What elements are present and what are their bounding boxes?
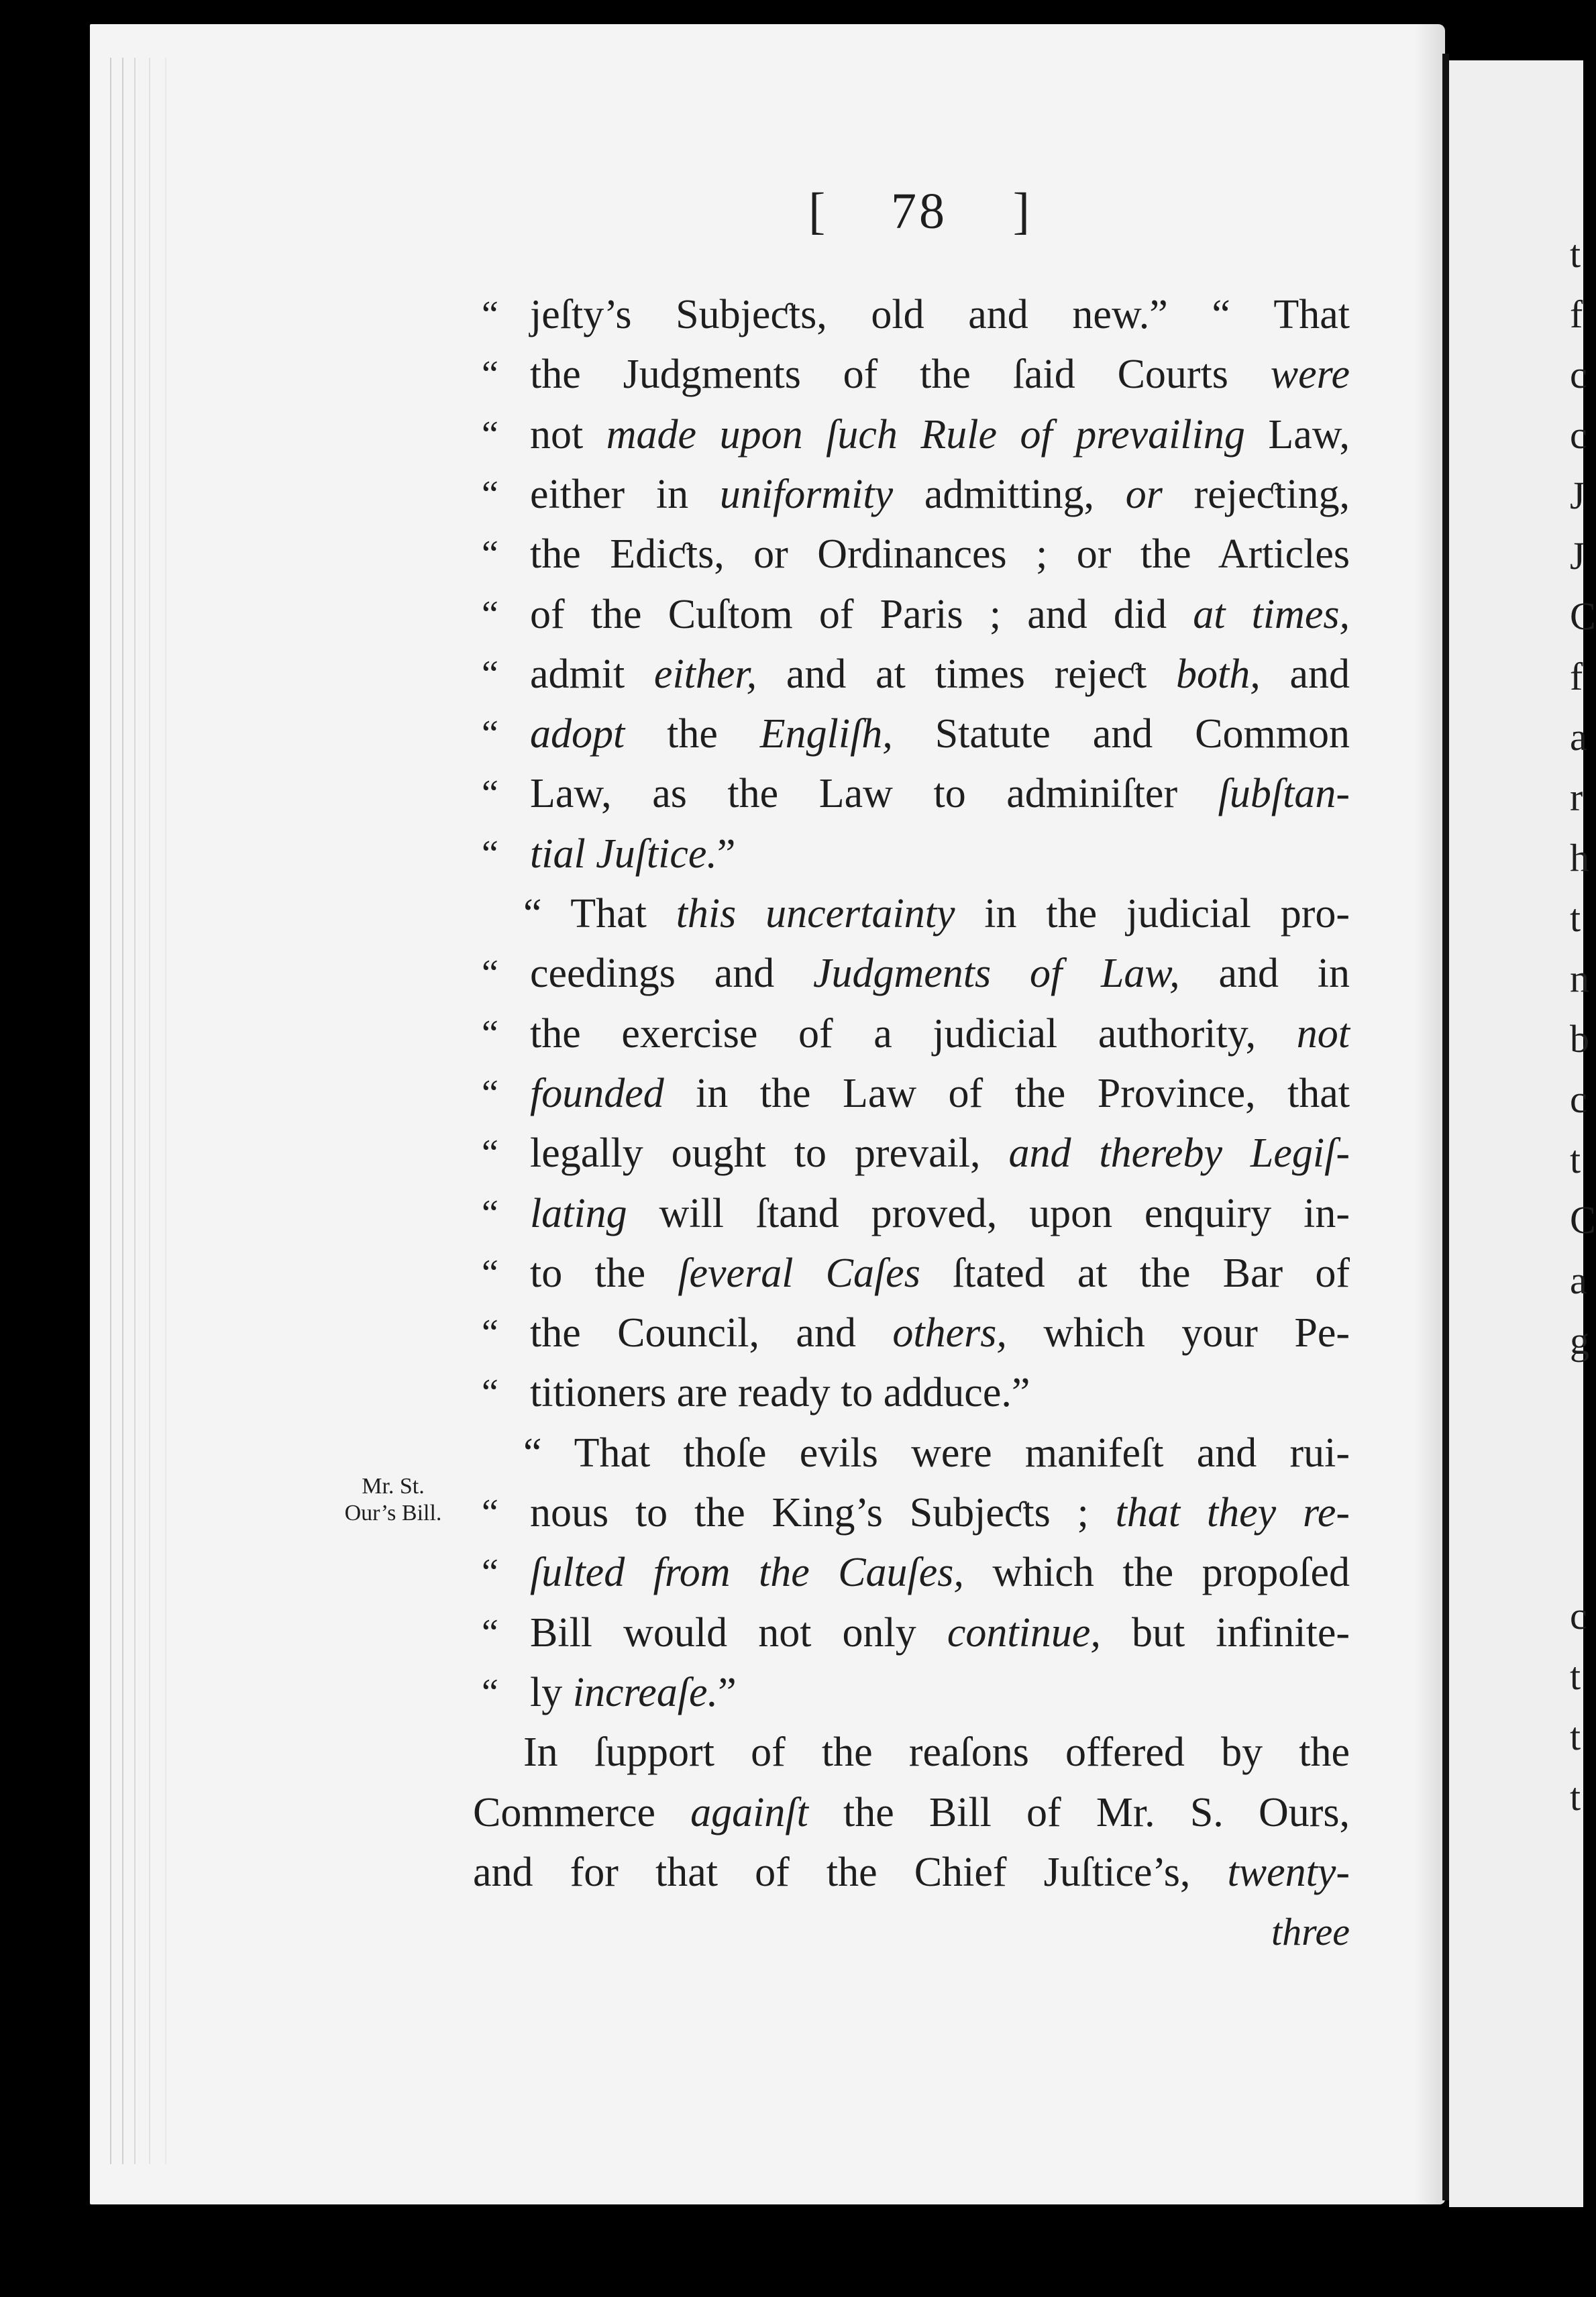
facing-page-letter: a <box>1570 715 1587 759</box>
text-line <box>530 1605 1350 1660</box>
quote-mark: “ <box>482 1552 498 1594</box>
text-run: titioners are ready to adduce.” <box>530 1370 1030 1416</box>
italic-run: ſubſtan- <box>1218 771 1350 817</box>
facing-page-border <box>1442 54 1449 2200</box>
facing-page-letter: t <box>1570 896 1581 940</box>
facing-page-letter: J <box>1570 474 1585 517</box>
italic-run: adopt <box>530 711 625 757</box>
quote-mark: “ <box>482 294 498 335</box>
facing-page-letter: f <box>1570 655 1583 698</box>
text-line <box>473 1785 1350 1840</box>
facing-page-letter: h <box>1570 836 1589 879</box>
text-run: and in <box>1179 951 1350 997</box>
text-run: the exercise of a judicial authority, <box>530 1010 1297 1057</box>
text-run: of the Cuſtom of Paris ; and did <box>530 591 1193 637</box>
facing-page-letter: t <box>1570 1715 1581 1758</box>
text-line <box>523 1725 1350 1780</box>
quote-mark: “ <box>482 713 498 755</box>
page-edge <box>122 58 123 2164</box>
quote-mark: “ <box>482 1671 498 1713</box>
quote-mark: “ <box>482 533 498 576</box>
text-line <box>530 1186 1350 1241</box>
facing-page-letter: g <box>1570 1319 1589 1363</box>
text-run: in the Law of the Province, that <box>663 1070 1350 1116</box>
text-run: will ſtand proved, upon enquiry in- <box>627 1190 1350 1236</box>
quote-mark: “ <box>482 593 498 635</box>
text-run: Statute and Common <box>892 711 1350 757</box>
text-run: the Bill of Mr. S. Ours, <box>808 1789 1350 1835</box>
italic-run: founded <box>530 1070 664 1116</box>
italic-run: tial Juſtice. <box>530 831 717 877</box>
quote-mark: “ <box>482 354 498 396</box>
text-line <box>523 1426 1350 1481</box>
text-line <box>473 1845 1350 1900</box>
facing-page-letter: c <box>1570 1594 1587 1638</box>
text-line <box>530 527 1350 582</box>
text-line <box>523 886 1350 941</box>
facing-page-letter: C <box>1570 1198 1596 1242</box>
text-run: rejeƈting, <box>1162 471 1350 517</box>
facing-page-letter: t <box>1570 1138 1581 1181</box>
text-line <box>530 587 1350 642</box>
facing-page-letter: C <box>1570 594 1596 638</box>
text-line <box>530 706 1350 761</box>
text-line <box>530 1665 1350 1720</box>
text-line <box>530 647 1350 702</box>
text-run: the Judgments of the ſaid Courts <box>530 352 1271 398</box>
italic-run: continue, <box>947 1609 1101 1656</box>
text-run: which your Pe- <box>1006 1310 1350 1356</box>
text-run: ceedings and <box>530 951 813 997</box>
quote-mark: “ <box>482 413 498 456</box>
text-run: Law, as the Law to adminiſter <box>530 771 1218 817</box>
quote-mark: “ <box>482 653 498 695</box>
facing-page-letter: c <box>1570 353 1587 396</box>
text-run: ” <box>716 831 736 877</box>
facing-page-letter: f <box>1570 292 1583 336</box>
text-run: to the <box>530 1250 678 1296</box>
facing-page-letter: c <box>1570 413 1587 457</box>
text-line <box>530 1126 1350 1181</box>
text-line <box>530 1066 1350 1121</box>
quote-mark: “ <box>482 1372 498 1414</box>
quote-mark: “ <box>482 1492 498 1534</box>
margin-note-line: Our’s Bill. <box>344 1501 442 1526</box>
quote-mark: “ <box>482 1012 498 1055</box>
quote-mark: “ <box>482 1611 498 1654</box>
italic-run: Engliſh, <box>759 711 893 757</box>
italic-run: againſt <box>690 1789 808 1835</box>
page-header <box>808 181 1030 242</box>
text-line <box>530 347 1350 402</box>
italic-run: this uncertainty <box>676 891 955 937</box>
page-edge <box>165 58 166 2164</box>
bracket-open: [ <box>808 183 826 239</box>
quote-mark: “ <box>482 1072 498 1114</box>
text-run: ly <box>530 1669 573 1715</box>
quote-mark: “ <box>482 773 498 815</box>
text-line <box>530 287 1350 342</box>
facing-page-letter: t <box>1570 1775 1581 1819</box>
text-run: but infinite- <box>1100 1609 1350 1656</box>
text-line <box>530 946 1350 1001</box>
page-edge <box>134 58 136 2164</box>
page-number: 78 <box>891 183 947 239</box>
text-run: “ That thoſe evils were manifeſt and rui- <box>523 1430 1350 1476</box>
quote-mark: “ <box>482 1132 498 1175</box>
italic-run: not <box>1296 1010 1350 1057</box>
margin-note-line: Mr. St. <box>362 1474 425 1499</box>
text-run: and for that of the Chief Juſtice’s, <box>473 1849 1228 1895</box>
text-line <box>530 1006 1350 1061</box>
text-line <box>530 1305 1350 1360</box>
text-run: the <box>625 711 760 757</box>
italic-run: increaſe. <box>572 1669 719 1715</box>
italic-run: were <box>1270 352 1350 398</box>
text-run: the Council, and <box>530 1310 893 1356</box>
text-run: In ſupport of the reaſons offered by the <box>523 1729 1350 1776</box>
italic-run: at times, <box>1193 591 1350 637</box>
text-run: ” <box>718 1669 737 1715</box>
text-run: legally ought to prevail, <box>530 1130 1009 1177</box>
bracket-close: ] <box>1012 183 1030 239</box>
page-edge <box>149 58 150 2164</box>
text-line <box>530 1485 1350 1540</box>
italic-run: Judgments of Law, <box>813 951 1180 997</box>
facing-page-letter: c <box>1570 1077 1587 1121</box>
facing-page-letter: r <box>1570 776 1583 819</box>
text-run: ſtated at the Bar of <box>920 1250 1350 1296</box>
quote-mark: “ <box>482 1252 498 1294</box>
facing-page-letter: t <box>1570 232 1581 276</box>
catchword: three <box>1271 1910 1350 1954</box>
italic-run: or <box>1125 471 1163 517</box>
text-run: and at times rejeƈt <box>757 651 1177 697</box>
facing-page-letter: t <box>1570 1654 1581 1698</box>
text-run: which the propoſed <box>963 1550 1350 1596</box>
facing-page-letter: J <box>1570 534 1585 578</box>
text-run: jeſty’s Subjeƈts, old and new.” “ That <box>530 292 1350 337</box>
facing-page-letter: a <box>1570 1259 1587 1302</box>
italic-run: ſulted from the Cauſes, <box>530 1550 964 1596</box>
page-edge <box>110 58 111 2164</box>
italic-run: that they re- <box>1115 1490 1350 1536</box>
quote-mark: “ <box>482 1192 498 1234</box>
text-run: admit <box>530 651 654 697</box>
text-run: Commerce <box>473 1789 691 1835</box>
facing-page <box>1449 60 1596 2207</box>
text-run: Bill would not only <box>530 1609 947 1656</box>
text-run: admitting, <box>893 471 1126 517</box>
gutter-shadow <box>1414 24 1445 2204</box>
italic-run: others, <box>892 1310 1007 1356</box>
italic-run: either, <box>653 651 757 697</box>
quote-mark: “ <box>482 1312 498 1354</box>
quote-mark: “ <box>482 473 498 515</box>
text-run: in the judicial pro- <box>955 891 1350 937</box>
margin-note <box>327 1473 459 1527</box>
italic-run: both, <box>1176 651 1261 697</box>
text-line <box>530 467 1350 522</box>
text-line <box>530 1365 1350 1420</box>
text-run: nous to the King’s Subjeƈts ; <box>530 1490 1116 1536</box>
text-run: either in <box>530 471 720 517</box>
text-run: “ That <box>523 891 676 937</box>
facing-page-letter: b <box>1570 1017 1589 1061</box>
facing-page-letter: n <box>1570 957 1589 1000</box>
text-line <box>530 1246 1350 1301</box>
italic-run: ſeveral Caſes <box>678 1250 920 1296</box>
text-line <box>530 826 1350 882</box>
italic-run: twenty- <box>1227 1849 1350 1895</box>
text-run: not <box>530 411 606 458</box>
quote-mark: “ <box>482 953 498 995</box>
text-line <box>530 407 1350 462</box>
text-run: the Ediƈts, or Ordinances ; or the Articles <box>530 531 1350 578</box>
text-line <box>530 766 1350 821</box>
quote-mark: “ <box>482 833 498 875</box>
text-run: Law, <box>1244 411 1350 458</box>
italic-run: uniformity <box>719 471 894 517</box>
text-run: and <box>1260 651 1350 697</box>
italic-run: lating <box>530 1190 627 1236</box>
text-line <box>530 1545 1350 1600</box>
italic-run: and thereby Legiſ- <box>1008 1130 1350 1177</box>
italic-run: made upon ſuch Rule of prevailing <box>606 411 1245 458</box>
